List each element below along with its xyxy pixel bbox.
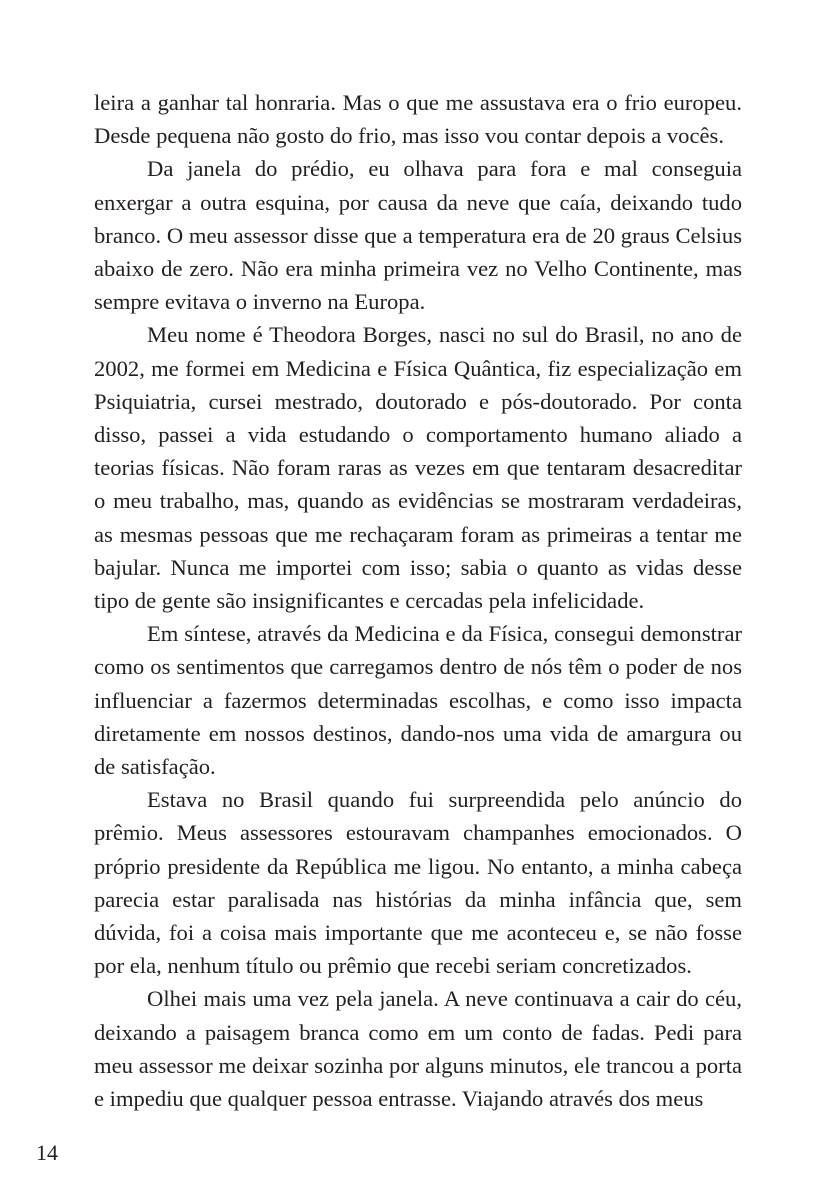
page-number: 14 <box>36 1140 58 1165</box>
paragraph: Meu nome é Theodora Borges, nasci no sul do Brasil, no ano de 2002, me formei em Medicina e Física Quântica, fiz especialização em Psiquiatria, cursei mestrado, doutorado e pós-doutorado. Por conta disso, passei a vida estudando o comportamento humano aliado a teorias físicas. Não foram raras as vezes em que tentaram desacreditar o meu trabalho, mas, quando as evidências se mostraram verdadeiras, as mesmas pessoas que me rechaçaram foram as primeiras a tentar me bajular. Nunca me importei com isso; sabia o quanto as vidas desse tipo de gente são insignificantes e cercadas pela infelicidade. <box>94 322 742 614</box>
paragraph: Da janela do prédio, eu olhava para fora e mal conseguia enxergar a outra esquina, por causa da neve que caía, deixando tudo branco. O meu assessor disse que a temperatura era de 20 graus Celsius abaixo de zero. Não era minha primeira vez no Velho Continente, mas sempre evitava o inverno na Europa. <box>94 156 742 315</box>
paragraph: Estava no Brasil quando fui surpreendida pelo anúncio do prêmio. Meus assessores estouravam champanhes emocionados. O próprio presidente da República me ligou. No entanto, a minha cabeça parecia estar paralisada nas histórias da minha infância que, sem dúvida, foi a coisa mais importante que me aconteceu e, se não fosse por ela, nenhum título ou prêmio que recebi seriam concretizados. <box>94 787 742 979</box>
paragraph: Em síntese, através da Medicina e da Física, consegui demonstrar como os sentimentos que carregamos dentro de nós têm o poder de nos influenciar a fazermos determinadas escolhas, e como isso impacta diretamente em nossos destinos, dando-nos uma vida de amargura ou de satisfação. <box>94 621 742 780</box>
paragraph: Olhei mais uma vez pela janela. A neve continuava a cair do céu, deixando a paisagem branca como em um conto de fadas. Pedi para meu assessor me deixar sozinha por alguns minutos, ele trancou a porta e impediu que qualquer pessoa entrasse. Viajando através dos meus <box>94 986 742 1112</box>
paragraph-continuation: leira a ganhar tal honraria. Mas o que me assustava era o frio europeu. Desde pequena não gosto do frio, mas isso vou contar depois a vocês. <box>94 90 742 149</box>
body-text <box>94 86 742 1115</box>
